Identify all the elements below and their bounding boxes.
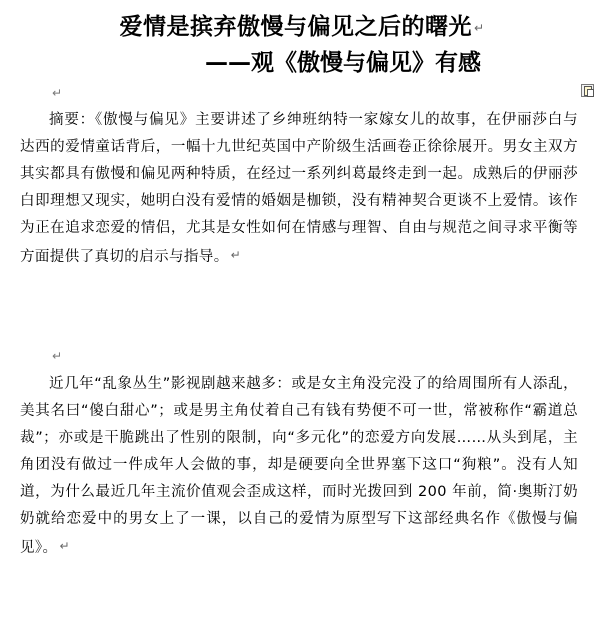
document-title-text: 爱情是摈弃傲慢与偏见之后的曙光 [119,14,472,40]
body-paragraph [20,371,578,562]
paragraph-mark-icon: ↵ [230,248,242,262]
paragraph-mark-icon: ↵ [473,21,485,35]
body-text: 近几年“乱象丛生”影视剧越来越多：或是女主角没完没了的给周围所有人添乱，美其名曰“傻白甜心”；或是男主角仗着自己有钱有势便不可一世，常被称作“霸道总裁”；亦或是干脆跳出了性别的限制，向“多元化”的恋爱方向发展……从头到尾，主角团没有做过一件成年人会做的事，却是硬要向全世界塞下这口“狗粮”。没有人知道，为什么最近几年主流价值观会歪成这样，而时光拨回到 200 年前，简·奥斯汀奶奶就给恋爱中的男女上了一课，以自己的爱情为原型写下这部经典名作《傲慢与偏见》。 [20,376,578,556]
paragraph-mark-icon: ↵ [59,539,70,553]
document-subtitle-text: ——观《傲慢与偏见》有感 [205,50,481,76]
abstract-text: 摘要：《傲慢与偏见》主要讲述了乡绅班纳特一家嫁女儿的故事，在伊丽莎白与达西的爱情童话背后，一幅十九世纪英国中产阶级生活画卷正徐徐展开。男女主双方其实都具有傲慢和偏见两种特质，在经过一系列纠葛最终走到一起。成熟后的伊丽莎白即理想又现实，她明白没有爱情的婚姻是枷锁，没有精神契合更谈不上爱情。该作为正在追求恋爱的情侣，尤其是女性如何在情感与理智、自由与规范之间寻求平衡等方面提供了真切的启示与指导。 [20,112,578,265]
abstract-paragraph [20,107,578,271]
empty-paragraph-mark-icon: ↵ [52,86,63,100]
document-title [0,8,604,41]
paste-options-icon[interactable] [581,84,594,97]
document-subtitle [205,44,481,77]
empty-paragraph-mark-icon: ↵ [52,349,63,363]
